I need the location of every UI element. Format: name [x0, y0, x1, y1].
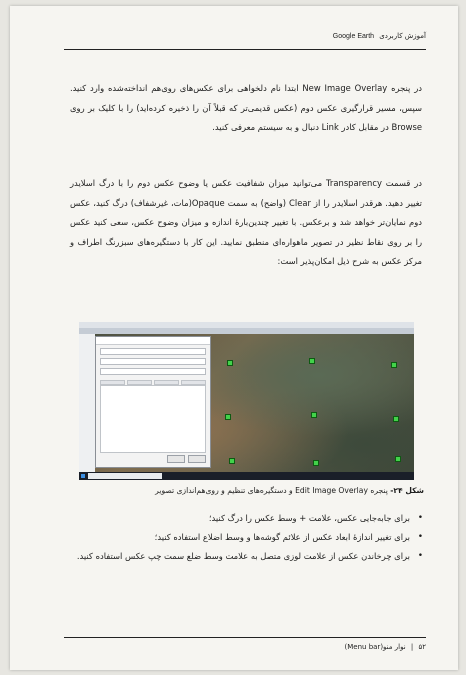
figure-screenshot: [79, 322, 414, 480]
green-handle-icon: [309, 358, 315, 364]
header-title-fa: آموزش کاربردی: [379, 32, 426, 40]
figure-dialog-name-field: [100, 348, 206, 355]
figure-dialog-tab: [154, 380, 179, 385]
page-number: ۵۲: [418, 643, 426, 651]
green-handle-icon: [395, 456, 401, 462]
windows-start-icon: [81, 474, 85, 478]
paragraph-new-image-overlay: در پنجره New Image Overlay ابتدا نام دلخواهی برای عکس‌های روی‌هم انداخته‌شده وارد کنید. سپس، مسیر قرارگیری عکس دوم (عکس قدیمی‌تر که قبلاً آن را ذخیره کرده‌اید) را با کلیک بر روی Browse در مقابل کادر Link دنبال و به سیستم معرفی کنید.: [70, 83, 422, 133]
instruction-list: [70, 509, 424, 566]
paragraph-transparency: در قسمت Transparency می‌توانید میزان شفافیت عکس یا وضوح عکس دوم را با درگ اسلایدر تغییر دهید. هرقدر اسلایدر را از Clear (واضح) به سمت Opaque(مات، غیرشفاف) درگ کنید، عکس دوم نمایان‌تر خواهد شد و برعکس. با تغییر چندین‌بارهٔ اندازه و میزان وضوح عکس، سعی کنید عکس را بر روی نقاط نظیر در تصویر ماهواره‌ای منطبق نمایید. این کار با دستگیره‌های سبزرنگ اطراف و مرکز عکس به شرح ذیل امکان‌پذیر است:: [70, 178, 423, 267]
figure-dialog-buttons: [167, 455, 206, 463]
figure-dialog-titlebar: [96, 337, 210, 345]
book-page: [10, 6, 458, 670]
figure-side-panel: [79, 334, 95, 472]
figure-dialog-tab: [127, 380, 152, 385]
page-footer: [64, 643, 426, 651]
list-item-rotate: • برای چرخاندن عکس از علامت لوزی متصل به علامت وسط ضلع سمت چپ عکس استفاده کنید.: [70, 547, 424, 566]
footer-separator: |: [410, 643, 414, 651]
figure-dialog-tab: [100, 380, 125, 385]
figure-taskbar-search: [88, 473, 162, 479]
green-handle-icon: [227, 360, 233, 366]
green-handle-icon: [229, 458, 235, 464]
figure-dialog-transparency-slider: [100, 368, 206, 375]
footer-section: نوار منو(Menu bar): [344, 643, 406, 651]
running-header: [64, 32, 426, 40]
figure-caption-text: پنجره Edit Image Overlay و دستگیره‌های تنظیم و روی‌هم‌اندازی تصویر: [155, 486, 388, 495]
figure-caption: [68, 484, 424, 498]
green-handle-icon: [225, 414, 231, 420]
header-title-en: Google Earth: [332, 33, 375, 40]
green-center-handle-icon: [311, 412, 317, 418]
figure-dialog-body: [100, 385, 206, 453]
figure-edit-overlay-dialog: [95, 336, 211, 468]
figure-dialog-ok-button: [167, 455, 185, 463]
figure-taskbar: [79, 472, 414, 480]
figure-dialog-link-field: [100, 358, 206, 365]
list-item-move: • برای جابه‌جایی عکس، علامت + وسط عکس را درگ کنید؛: [70, 509, 424, 528]
figure-caption-label: شکل ۲۴-: [390, 486, 424, 495]
green-handle-icon: [393, 416, 399, 422]
figure-dialog-tab: [181, 380, 206, 385]
list-item-resize: • برای تغییر اندازهٔ ابعاد عکس از علائم گوشه‌ها و وسط اضلاع استفاده کنید؛: [70, 528, 424, 547]
figure-dialog-cancel-button: [188, 455, 206, 463]
footer-divider: [64, 637, 426, 638]
green-handle-icon: [391, 362, 397, 368]
header-divider: [64, 49, 426, 50]
green-handle-icon: [313, 460, 319, 466]
